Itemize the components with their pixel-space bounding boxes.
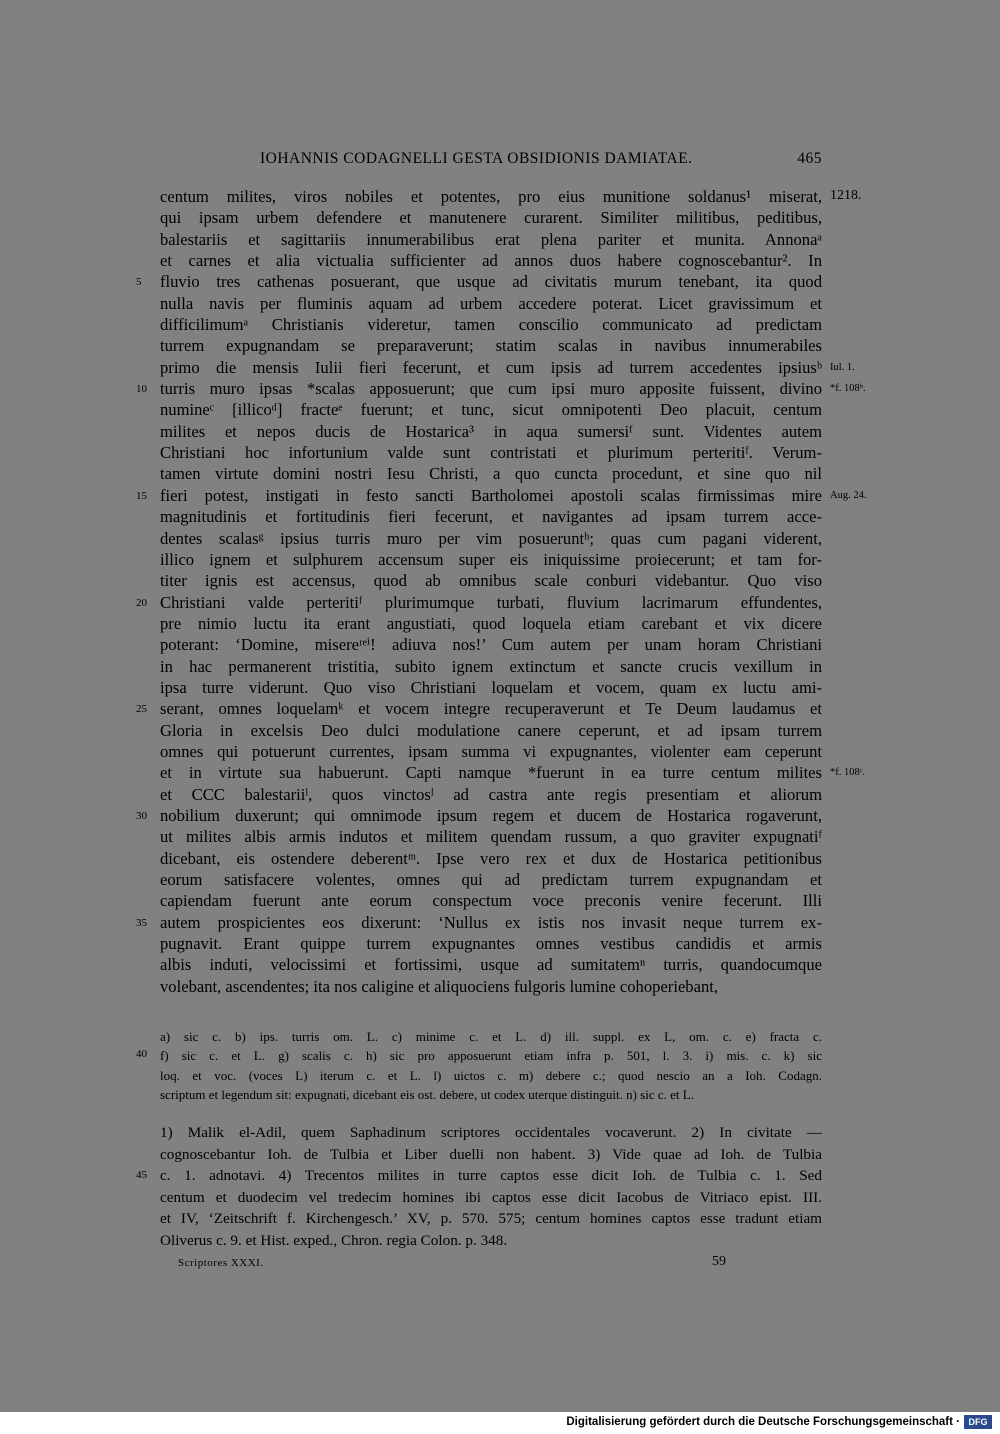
text-line: turrem expugnandam se preparaverunt; statim scalas in navibus innumerabiles bbox=[160, 336, 822, 356]
text-line: albis induti, velocissimi et fortissimi, usque ad sumitatemⁿ turris, quandocumque bbox=[160, 955, 822, 975]
text-line: nulla navis per fluminis aquam ad urbem accedere poterat. Licet gravissimum et bbox=[160, 293, 822, 313]
text-line: dicebant, eis ostendere deberentᵐ. Ipse vero rex et dux de Hostarica petitionibus bbox=[160, 848, 822, 868]
margin-note: Iul. 1. bbox=[830, 361, 855, 373]
footnotes bbox=[160, 1122, 822, 1251]
text-line: fluvio tres cathenas posuerant, que usque ad civitatis murum tenebant, ita quod bbox=[160, 272, 822, 292]
text-line: c. 1. adnotavi. 4) Trecentos milites in turre captos esse dicit Ioh. de Tulbia c. 1. Sed bbox=[160, 1167, 822, 1184]
text-line: nobilium duxerunt; qui omnimode ipsum regem et ducem de Hostarica rogaverunt, bbox=[160, 805, 822, 825]
critical-apparatus bbox=[160, 1027, 822, 1105]
text-line: balestariis et sagittariis innumerabilibus erat plena pariter et munita. Annonaᵃ bbox=[160, 229, 822, 249]
text-line: f) sic c. et L. g) scalis c. h) sic pro apposuerunt etiam infra p. 501, l. 3. i) mis. c. k) sic bbox=[160, 1048, 822, 1064]
text-line: et in virtute sua habuerunt. Capti namque *fuerunt in ea turre centum milites bbox=[160, 763, 822, 783]
line-number: 45 bbox=[136, 1169, 147, 1181]
text-line: Christiani hoc infortunium valde sunt contristati et plurimum perteritiᶠ. Verum- bbox=[160, 443, 822, 463]
text-line: ut milites albis armis indutos et militem quendam russum, a quo graviter expugnatiᶠ bbox=[160, 827, 822, 847]
margin-note: *f. 108ᶜ. bbox=[830, 767, 866, 779]
text-line: in hac permanerent tristitia, subito ignem extinctum et sancte crucis vexillum in bbox=[160, 656, 822, 676]
text-line: et carnes et alia victualia sufficienter ad annos duos habere cognoscebantur². In bbox=[160, 251, 822, 271]
text-line: Gloria in excelsis Deo dulci modulatione canere ceperunt, et ad ipsam turrem bbox=[160, 720, 822, 740]
text-line: poterant: ‘Domine, misereʳᵉⁱ! adiuva nos!’ Cum autem per unam horam Christiani bbox=[160, 635, 822, 655]
text-line: pugnavit. Erant quippe turrem expugnantes omnes vestibus candidis et armis bbox=[160, 934, 822, 954]
text-line: et IV, ‘Zeitschrift f. Kirchengesch.’ XV, p. 570. 575; centum homines captos esse tradunt etiam bbox=[160, 1210, 822, 1227]
text-line: capiendam fuerunt ante eorum conspectum voce preconis venire fecerunt. Illi bbox=[160, 891, 822, 911]
text-line: fieri potest, instigati in festo sancti Bartholomei apostoli scalas firmissimas mire bbox=[160, 485, 822, 505]
page-number: 465 bbox=[797, 150, 822, 167]
line-number: 20 bbox=[136, 596, 147, 609]
text-line: numineᶜ [illicoᵈ] fracteᵉ fuerunt; et tunc, sicut omnipotenti Deo placuit, centum bbox=[160, 400, 822, 420]
text-line: illico ignem et sulphurem accensum super eis iniquissime proiecerunt; et tam for- bbox=[160, 549, 822, 569]
text-line: pre nimio luctu ita erant angustiati, quod loquela etiam carebant et vix dicere bbox=[160, 613, 822, 633]
line-number: 35 bbox=[136, 916, 147, 929]
text-line: loq. et voc. (voces L) iterum c. et L. l) uictos c. m) debere c.; quod nescio an a Ioh. Codagn. bbox=[160, 1067, 822, 1083]
text-line: centum milites, viros nobiles et potentes, pro eius munitione soldanus¹ miserat, bbox=[160, 187, 822, 206]
margin-note: *f. 108ᵇ. bbox=[830, 383, 866, 395]
dfg-logo: DFG bbox=[964, 1415, 992, 1429]
text-line: tamen virtute domini nostri Iesu Christi, a quo cuncta procedunt, et sine quo nil bbox=[160, 464, 822, 484]
text-line: qui ipsam urbem defendere et manutenere curarent. Similiter militibus, peditibus, bbox=[160, 208, 822, 228]
margin-note: 1218. bbox=[830, 188, 862, 203]
running-header bbox=[160, 150, 822, 172]
running-title: IOHANNIS CODAGNELLI GESTA OBSIDIONIS DAMIATAE. bbox=[260, 150, 693, 167]
text-line: Christiani valde perteritiᶠ plurimumque turbati, fluvium lacrimarum effundentes, bbox=[160, 592, 822, 612]
sheet-number: 59 bbox=[712, 1254, 726, 1269]
main-text bbox=[160, 186, 822, 997]
text-line: turris muro ipsas *scalas apposuerunt; que cum ipsi muro apposite fuissent, divino bbox=[160, 379, 822, 399]
footer-bar bbox=[0, 1412, 1000, 1434]
line-number: 25 bbox=[136, 703, 147, 716]
text-line: a) sic c. b) ips. turris om. L. c) minime c. et L. d) ill. suppl. ex L, om. c. e) fracta c. bbox=[160, 1029, 822, 1044]
text-line: cognoscebantur Ioh. de Tulbia et Liber duelli non habent. 3) Vide quae ad Ioh. de Tulbia bbox=[160, 1145, 822, 1163]
text-line: volebant, ascendentes; ita nos caligine et aliquociens fulgoris lumine cohoperiebant, bbox=[160, 976, 719, 996]
text-line: omnes qui potuerunt currentes, ipsam summa vi expugnantes, violenter eam ceperunt bbox=[160, 741, 822, 761]
text-line: serant, omnes loquelamᵏ et vocem integre recuperaverunt et Te Deum laudamus et bbox=[160, 699, 822, 719]
margin-note: Aug. 24. bbox=[830, 489, 867, 501]
text-line: Oliverus c. 9. et Hist. exped., Chron. regia Colon. p. 348. bbox=[160, 1231, 508, 1249]
funding-credit: Digitalisierung gefördert durch die Deutsche Forschungsgemeinschaft · bbox=[566, 1416, 960, 1428]
line-number: 15 bbox=[136, 489, 147, 502]
text-line: et CCC balestariiˡ, quos vinctosˡ ad castra ante regis presentiam et aliorum bbox=[160, 784, 822, 804]
text-line: titer ignis est accensus, quod ab omnibus scale conburi videbantur. Quo viso bbox=[160, 571, 822, 591]
text-line: scriptum et legendum sit: expugnati, dicebant eis ost. debere, ut codex uterque distinguit. n) sic c. et L. bbox=[160, 1087, 694, 1103]
line-number: 30 bbox=[136, 810, 147, 823]
signature-mark: Scriptores XXXI. bbox=[178, 1257, 264, 1269]
text-line: 1) Malik el-Adil, quem Saphadinum scriptores occidentales vocaverunt. 2) In civitate — bbox=[160, 1124, 822, 1141]
line-number: 40 bbox=[136, 1048, 147, 1060]
line-number: 10 bbox=[136, 383, 147, 396]
text-line: difficilimumᵃ Christianis videretur, tamen conscilio communicato ad predictam bbox=[160, 315, 822, 335]
text-line: eorum satisfacere volentes, omnes qui ad predictam turrem expugnandam et bbox=[160, 870, 822, 889]
text-line: dentes scalasᵍ ipsius turris muro per vim posueruntʰ; quas cum pagani viderent, bbox=[160, 528, 822, 548]
text-line: ipsa turre viderunt. Quo viso Christiani loquelam et vocem, quam ex luctu ami- bbox=[160, 677, 822, 697]
text-line: primo die mensis Iulii fieri fecerunt, et cum ipsis ad turrem accedentes ipsiusᵇ bbox=[160, 357, 822, 377]
text-line: milites et nepos ducis de Hostarica³ in aqua sumersiᶠ sunt. Videntes autem bbox=[160, 421, 822, 441]
text-line: magnitudinis et fortitudinis fieri fecerunt, et navigantes ad ipsam turrem acce- bbox=[160, 507, 822, 527]
line-number: 5 bbox=[136, 276, 142, 289]
text-line: autem prospicientes eos dixerunt: ‘Nullus ex istis nos invasit neque turrem ex- bbox=[160, 912, 822, 932]
text-line: centum et duodecim vel tredecim homines ibi captos esse dicit Iacobus de Vitriaco epist. III. bbox=[160, 1188, 822, 1206]
